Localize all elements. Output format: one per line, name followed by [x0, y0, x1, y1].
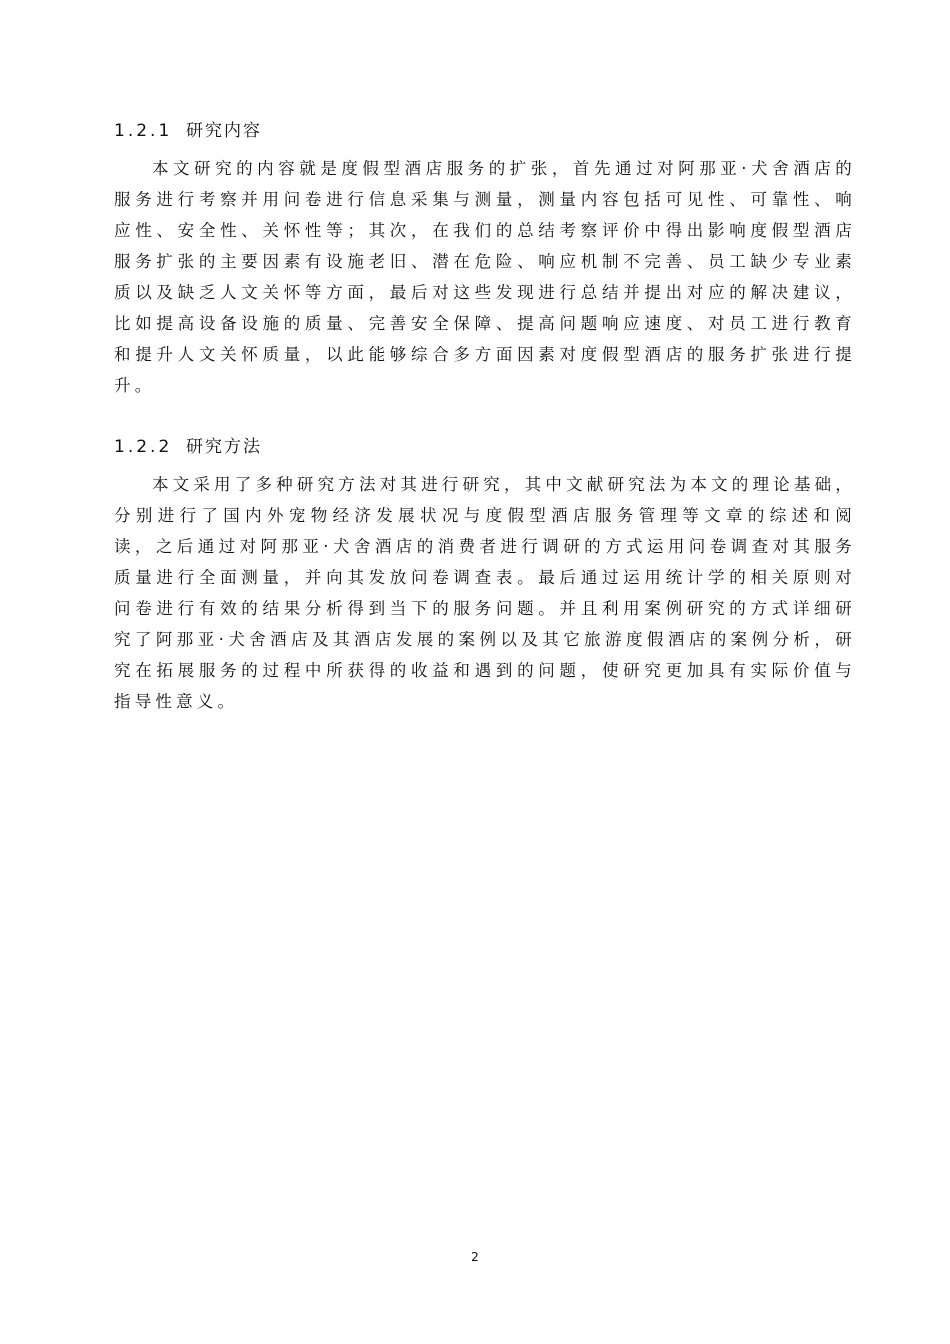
page-number: 2: [471, 1250, 479, 1264]
section-title: 研究内容: [186, 121, 262, 141]
section-heading: [114, 116, 856, 146]
section-paragraph: 本文研究的内容就是度假型酒店服务的扩张，首先通过对阿那亚·犬舍酒店的服务进行考察并用问卷进行信息采集与测量，测量内容包括可见性、可靠性、响应性、安全性、关怀性等；其次，在我们的总结考察评价中得出影响度假型酒店服务扩张的主要因素有设施老旧、潜在危险、响应机制不完善、员工缺少专业素质以及缺乏人文关怀等方面，最后对这些发现进行总结并提出对应的解决建议，比如提高设备设施的质量、完善安全保障、提高问题响应速度、对员工进行教育和提升人文关怀质量，以此能够综合多方面因素对度假型酒店的服务扩张进行提升。: [114, 159, 856, 395]
section-number: 1.2.1: [114, 121, 173, 141]
section-number: 1.2.2: [114, 437, 173, 457]
section-research-method: [114, 432, 856, 734]
section-paragraph: 本文采用了多种研究方法对其进行研究，其中文献研究法为本文的理论基础，分别进行了国内外宠物经济发展状况与度假型酒店服务管理等文章的综述和阅读，之后通过对阿那亚·犬舍酒店的消费者进行调研的方式运用问卷调查对其服务质量进行全面测量，并向其发放问卷调查表。最后通过运用统计学的相关原则对问卷进行有效的结果分析得到当下的服务问题。并且利用案例研究的方式详细研究了阿那亚·犬舍酒店及其酒店发展的案例以及其它旅游度假酒店的案例分析，研究在拓展服务的过程中所获得的收益和遇到的问题，使研究更加具有实际价值与指导性意义。: [114, 475, 856, 711]
section-heading: [114, 432, 856, 462]
section-research-content: [114, 116, 856, 418]
section-title: 研究方法: [186, 437, 262, 457]
